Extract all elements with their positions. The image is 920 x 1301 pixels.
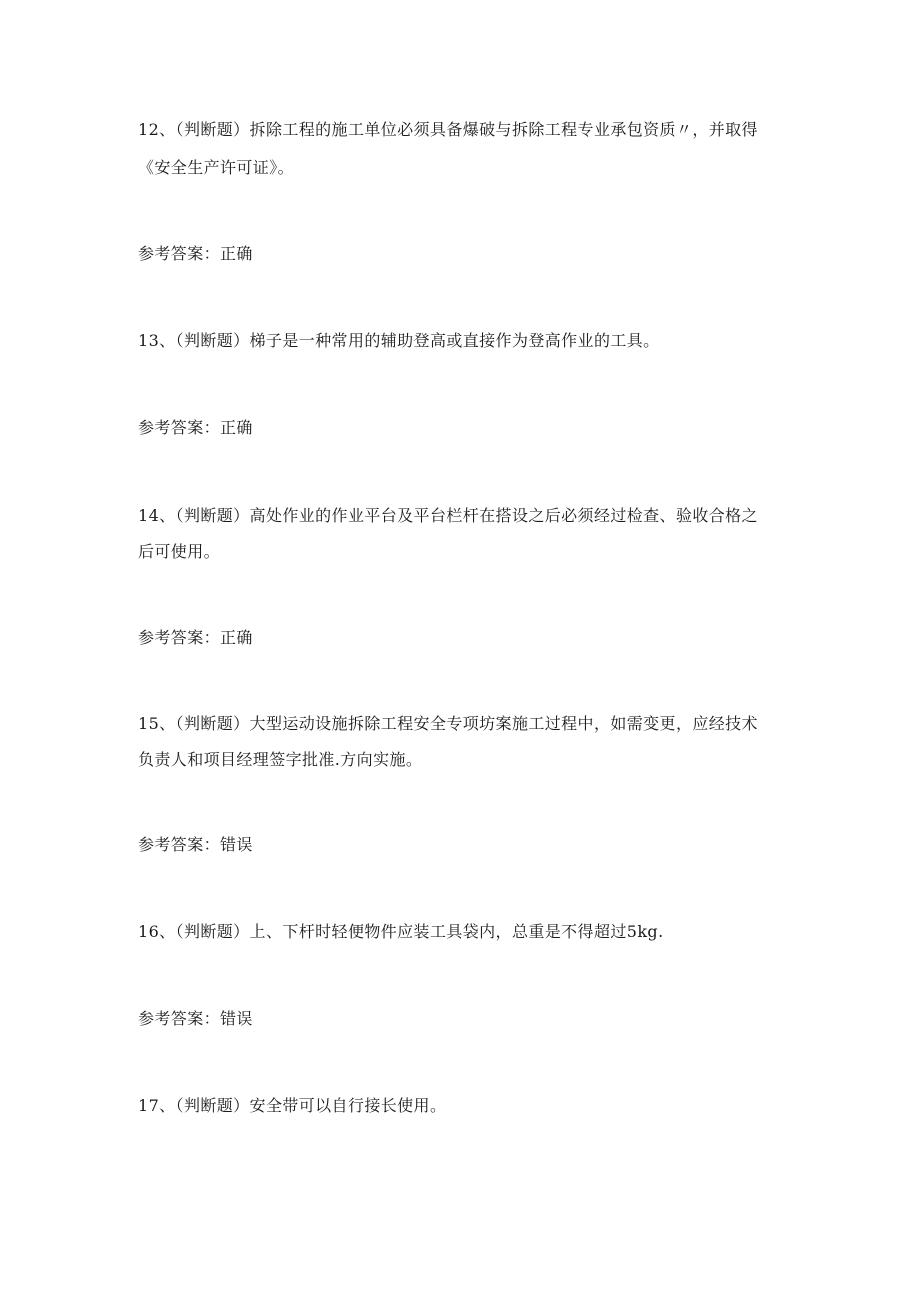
question-14-line-2: 后可使用。 — [138, 542, 221, 561]
answer-15: 参考答案：错误 — [138, 835, 253, 854]
question-17-line-1: 17、（判断题）安全带可以自行接长使用。 — [138, 1096, 447, 1115]
question-14-line-1: 14、（判断题）高处作业的作业平台及平台栏杆在搭设之后必须经过检查、验收合格之 — [138, 506, 758, 525]
question-15-line-1: 15、（判断题）大型运动设施拆除工程安全专项坊案施工过程中，如需变更，应经技术 — [138, 714, 758, 733]
question-12-line-1: 12、（判断题）拆除工程的施工单位必须具备爆破与拆除工程专业承包资质〃，并取得 — [138, 120, 758, 139]
answer-13: 参考答案：正确 — [138, 418, 253, 437]
answer-14: 参考答案：正确 — [138, 628, 253, 647]
answer-16: 参考答案：错误 — [138, 1009, 253, 1028]
question-12-line-2: 《安全生产许可证》。 — [138, 158, 295, 177]
question-15-line-2: 负责人和项目经理签字批准.方向实施。 — [138, 750, 423, 769]
question-16-line-1: 16、（判断题）上、下杆时轻便物件应装工具袋内，总重是不得超过5kg. — [138, 922, 664, 941]
question-13-line-1: 13、（判断题）梯子是一种常用的辅助登高或直接作为登高作业的工具。 — [138, 331, 660, 350]
answer-12: 参考答案：正确 — [138, 244, 253, 263]
